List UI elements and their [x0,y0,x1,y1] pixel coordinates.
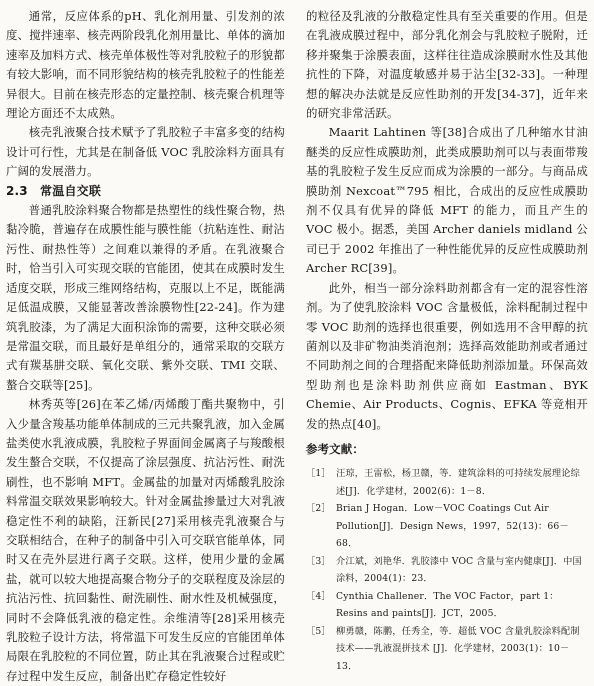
reference-item [306,465,588,500]
reference-number: ［4］ [306,590,331,602]
reference-text: 汪琼，王雷松，杨卫赣，等．建筑涂料的可持续发展理论综述[J]．化学建材，2002(6)：1－8． [336,468,581,497]
left-column [6,7,285,686]
reference-item [306,500,588,553]
reference-text: Cynthia Challener．The VOC Factor，part 1：Resins and paints[J]．JCT，2005． [336,590,559,620]
reference-text: 介江斌，刘艳华．乳胶漆中 VOC 含量与室内健康[J]．中国涂料，2004(1)：23． [336,555,582,585]
section-heading: 2.3 常温自交联 [6,183,102,198]
reference-number: ［1］ [306,468,331,480]
paragraph-morphology: 通常，反应体系的pH、乳化剂用量、引发剂的浓度、搅拌速率、核壳两阶段乳化剂用量比、单体的滴加速率及加料方式、核壳单体极性等对乳胶粒子的形貌都有较大影响，而不同形貌结构的核壳乳胶粒子的性能差异很大。目前在核壳形态的定量控制、核壳聚合机理等理论方面还不太成熟。 [6,9,285,121]
right-column [306,7,588,675]
references-title: 参考文献： [306,441,364,456]
paragraph-reactive-coalescent: Maarit Lahtinen 等[38]合成出了几种缩水甘油醚类的反应性成膜助剂，此类成膜助剂可以与表面带羧基的乳胶粒子发生反应而成为涂膜的一部分。与商品成膜助剂 Nexcoat™795 相比，合成出的反应性成膜助剂不仅具有优异的降低 MFT 的能力，而且产生的 VOC 极小。据悉，美国 Archer daniels midland 公司已于 2002 年推出了一种性能优异的反应性成膜助剂 Archer RC[39]。 [306,125,588,276]
paragraph-core-shell-potential: 核壳乳液聚合技术赋予了乳胶粒子丰富多变的结构设计可行性，尤其是在制备低 VOC 乳胶涂料方面具有广阔的发展潜力。 [6,125,285,179]
reference-list [306,465,588,675]
paragraph-metal-salt: 林秀英等[26]在苯乙烯/丙烯酸丁酯共聚物中，引入少量含羧基功能单体制成的三元共聚乳液，加入金属盐类使水乳液成膜，乳胶粒子界面间金属离子与羧酸根发生螯合交联，不仅提高了涂层强度、抗沾污性、耐洗刷性，也不影响 MFT。金属盐的加量对丙烯酸乳胶涂料常温交联效果影响较大。针对金属盐掺量过大对乳液稳定性不利的缺陷，汪新民[27]采用核壳乳液聚合与交联相结合，在种子的制备中引入可交联官能单体，同时又在壳外层进行离子交联。这样，使用少量的金属盐，就可以较大地提高聚合物分子的交联程度及涂层的抗沾污性、抗回黏性、耐洗刷性、耐水性及机械强度，同时不会降低乳液的稳定性。余维清等[28]采用核壳乳胶粒子设计方法，将常温下可发生反应的官能团单体局限在乳胶粒的不同位置，防止其在乳液聚合过程或贮存过程中发生反应，制备出贮存稳定性较好 [6,397,285,683]
reference-item [306,588,588,623]
paragraph-emulsifier: 的粒径及乳液的分散稳定性具有至关重要的作用。但是在乳液成膜过程中，部分乳化剂会与乳胶粒子脱附，迁移并聚集于涂膜表面，这样往往造成涂膜耐水性及其他抗性的下降，对温度敏感并易于沾尘[32-33]。一种理想的解决办法就是反应性助剂的开发[34-37]，近年来的研究非常活跃。 [306,9,588,121]
reference-text: Brian J Hogan．Low－VOC Coatings Cut Air Pollution[J]．Design News，1997，52(13)：66－68． [336,503,569,550]
reference-item [306,623,588,676]
reference-text: 柳勇赣，陈鹏，任秀全，等．超低 VOC 含量乳胶涂料配制技术——乳液混拼技术 [J]．化学建材，2003(1)：10－13． [336,625,580,672]
reference-number: ［3］ [306,555,331,567]
reference-number: ［5］ [306,625,331,637]
reference-item [306,553,588,588]
paragraph-additives: 此外，相当一部分涂料助剂都含有一定的混容性溶剂。为了使乳胶涂料 VOC 含量极低，涂料配制过程中零 VOC 助剂的选择也很重要，例如选用不含甲醇的抗菌剂以及非矿物油类消泡剂；选择高效能助剂或者通过不同助剂之间的合理搭配来降低助剂添加量。环保高效型助剂也是涂料助剂供应商如 Eastman、BYK Chemie、Air Products、Cognis、EFKA 等竞相开发的热点[40]。 [306,280,588,431]
reference-number: ［2］ [306,503,331,515]
paragraph-crosslinking: 普通乳胶涂料聚合物都是热塑性的线性聚合物，热黏冷脆，普遍存在成膜性能与膜性能（抗粘连性、耐沾污性、耐热性等）之间难以兼得的矛盾。在乳液聚合时，恰当引入可实现交联的官能团，使其在成膜时发生适度交联，形成三维网络结构，克服以上不足，既能满足低温成膜，又能显著改善涂膜物性[22-24]。作为建筑乳胶漆，为了满足大面积涂饰的需要，这种交联必须是常温交联，而且最好是单组分的，通常采取的交联方式有羰基肼交联、氧化交联、紫外交联、TMI 交联、螯合交联等[25]。 [6,203,285,392]
